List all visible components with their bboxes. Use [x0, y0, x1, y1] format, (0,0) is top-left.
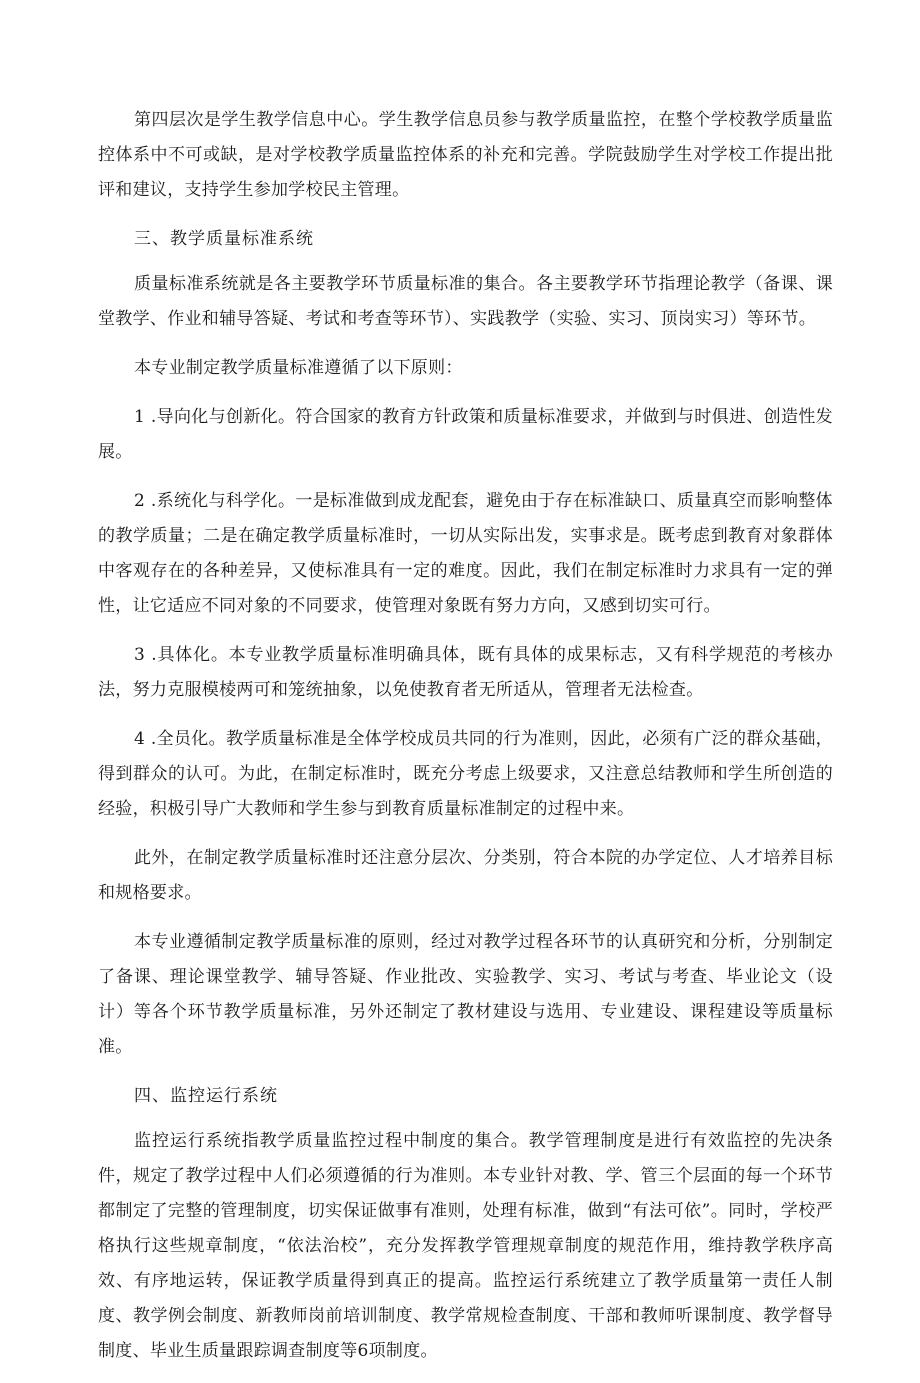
document-body — [98, 103, 833, 1383]
paragraph-additional-notes: 此外，在制定教学质量标准时还注意分层次、分类别，符合本院的办学定位、人才培养目标和规格要求。 — [98, 848, 833, 903]
paragraph-standards-summary: 本专业遵循制定教学质量标准的原则，经过对教学过程各环节的认真研究和分析，分别制定了备课、理论课堂教学、辅导答疑、作业批改、实验教学、实习、考试与考查、毕业论文（设计）等各个环节教学质量标准，另外还制定了教材建设与选用、专业建设、课程建设等质量标准。 — [98, 932, 833, 1057]
paragraph-principle-3: 3 .具体化。本专业教学质量标准明确具体，既有具体的成果标志，又有科学规范的考核办法，努力克服模棱两可和笼统抽象，以免使教育者无所适从，管理者无法检查。 — [98, 645, 833, 700]
paragraph-student-info-center: 第四层次是学生教学信息中心。学生教学信息员参与教学质量监控，在整个学校教学质量监控体系中不可或缺，是对学校教学质量监控体系的补充和完善。学院鼓励学生对学校工作提出批评和建议，支持学生参加学校民主管理。 — [98, 110, 833, 200]
section-heading-quality-standards: 三、教学质量标准系统 — [134, 229, 314, 249]
paragraph-principle-2: 2 .系统化与科学化。一是标准做到成龙配套，避免由于存在标准缺口、质量真空而影响整体的教学质量；二是在确定教学质量标准时，一切从实际出发，实事求是。既考虑到教育对象群体中客观存在的各种差异，又使标准具有一定的难度。因此，我们在制定标准时力求具有一定的弹性，让它适应不同对象的不同要求，使管理对象既有努力方向，又感到切实可行。 — [98, 491, 833, 616]
paragraph-principle-1: 1 .导向化与创新化。符合国家的教育方针政策和质量标准要求，并做到与时俱进、创造性发展。 — [98, 407, 833, 462]
section-heading-monitoring-system: 四、监控运行系统 — [134, 1086, 278, 1106]
paragraph-monitoring-system: 监控运行系统指教学质量监控过程中制度的集合。教学管理制度是进行有效监控的先决条件，规定了教学过程中人们必须遵循的行为准则。本专业针对教、学、管三个层面的每一个环节都制定了完整的管理制度，切实保证做事有准则，处理有标准，做到“有法可依”。同时，学校严格执行这些规章制度，“依法治校”，充分发挥教学管理规章制度的规范作用，维持教学秩序高效、有序地运转，保证教学质量得到真正的提高。监控运行系统建立了教学质量第一责任人制度、教学例会制度、新教师岗前培训制度、教学常规检查制度、干部和教师听课制度、教学督导制度、毕业生质量跟踪调查制度等6项制度。 — [98, 1131, 833, 1361]
paragraph-principles-intro: 本专业制定教学质量标准遵循了以下原则： — [134, 358, 463, 378]
paragraph-standards-definition: 质量标准系统就是各主要教学环节质量标准的集合。各主要教学环节指理论教学（备课、课堂教学、作业和辅导答疑、考试和考查等环节）、实践教学（实验、实习、顶岗实习）等环节。 — [98, 274, 833, 329]
paragraph-principle-4: 4 .全员化。教学质量标准是全体学校成员共同的行为准则，因此，必须有广泛的群众基础，得到群众的认可。为此，在制定标准时，既充分考虑上级要求，又注意总结教师和学生所创造的经验，积极引导广大教师和学生参与到教育质量标准制定的过程中来。 — [98, 729, 833, 819]
